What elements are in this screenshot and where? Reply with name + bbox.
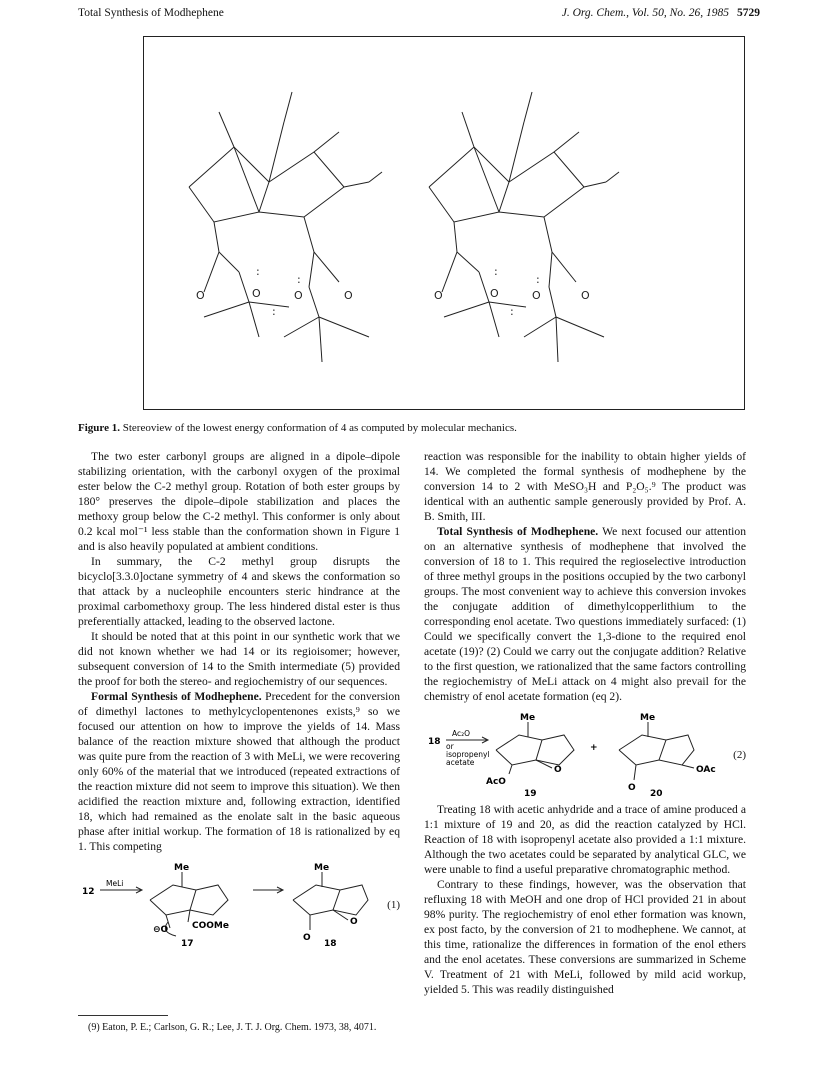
stereo-molecule-right [429, 92, 619, 362]
equation-1 [78, 860, 400, 948]
paragraph: In summary, the C-2 methyl group disrupts the bicyclo[3.3.0]octane symmetry of 4 and skews the conformation so that attack by a nucleophile encounters steric hindrance at the proximal carbomethoxy group. The less hindered distal ester is thus preferentially attacked, leading to the observed lactone. [78, 555, 400, 628]
figure-caption [78, 422, 758, 434]
paragraph-text: We next focused our attention on an alternative synthesis of modhephene that involved the conversion of 18 to 1. This required the regioselective introduction of three methyl groups in the positions occupied by the two carbonyl groups. The most convenient way to achieve this conversion invokes the conjugate addition of dimethylcopperlithium to the corresponding enol acetate. Two questions immediately surfaced: (1) Could we specifically convert the 1,3-dione to the required enol acetate (19)? (2) Could we carry out the conjugate addition? Relative to the first question, we rationalized that the same factors controlling the regiochemistry of MeLi attack on 4 might also prevail for the chemistry of enol acetate formation (eq 2). [424, 525, 746, 703]
running-header-title: Total Synthesis of Modhephene [78, 7, 224, 19]
oxygen-label: O [628, 783, 636, 793]
acetoxy-label: AcO [486, 777, 506, 787]
atom-label-o: O [532, 289, 541, 302]
paragraph: The two ester carbonyl groups are aligned in a dipole–dipole stabilizing orientation, with the carbonyl oxygen of the proximal ester below the C-2 methyl group. Rotation of both ester groups by 180° preserves the dipole–dipole stabilization and places the methoxy group below the C-2 methyl. This conformer is only about 0.2 kcal mol⁻¹ less stable than the conformation shown in Figure 1 and is also heavily populated at ambient conditions. [78, 450, 400, 553]
acetoxy-label: OAc [696, 765, 716, 775]
footnote-rule [78, 1015, 168, 1016]
atom-label-o: O [196, 289, 205, 302]
atom-label-o: O [581, 289, 590, 302]
right-column [424, 449, 746, 997]
left-column [78, 449, 400, 952]
footnote: (9) Eaton, P. E.; Carlson, G. R.; Lee, J. T. J. Org. Chem. 1973, 38, 4071. [88, 1022, 377, 1033]
section-heading: Total Synthesis of Modhephene. [437, 525, 599, 538]
methyl-label: Me [520, 713, 536, 723]
figure-caption-text: Stereoview of the lowest energy conformation of 4 as computed by molecular mechanics. [122, 422, 517, 434]
paragraph: It should be noted that at this point in our synthetic work that we did not known whether we had 14 or its regioisomer; however, subsequent conversion of 14 to the Smith intermediate (5) provided the proof for both the stereo- and regiochemistry of our sequences. [78, 630, 400, 688]
paragraph: reaction was responsible for the inability to obtain higher yields of 14. We completed the formal synthesis of modhephene by the conversion 14 to 2 with MeSO₃H and P₂O₅.⁹ The product was identical with an authentic sample generously provided by Prof. A. B. Smith, III. [424, 450, 746, 523]
compound-label: 18 [324, 939, 337, 948]
compound-label: 20 [650, 789, 663, 798]
compound-label: 17 [181, 939, 194, 948]
running-header-journal [562, 7, 760, 19]
lone-pair: : [510, 305, 514, 318]
equation-1-scheme [78, 860, 378, 948]
equation-2-scheme [424, 710, 724, 798]
compound-label: 19 [524, 789, 537, 798]
reagent-label: Ac₂O [452, 729, 471, 738]
reagent-label: isopropenyl [446, 750, 490, 759]
page-number: 5729 [737, 7, 760, 19]
ester-label: COOMe [192, 921, 229, 931]
journal-citation: J. Org. Chem., Vol. 50, No. 26, 1985 [561, 7, 729, 19]
reactant-label: 12 [82, 887, 95, 897]
reagent-label: acetate [446, 758, 475, 767]
lone-pair: : [256, 265, 260, 278]
reagent-label: MeLi [106, 879, 124, 888]
reactant-label: 18 [428, 737, 441, 747]
atom-label-o: O [344, 289, 353, 302]
figure-1-stereoview [143, 36, 745, 410]
paragraph [78, 689, 400, 854]
oxygen-label: O [303, 933, 311, 943]
figure-caption-label: Figure 1. [78, 422, 120, 434]
atom-label-o: O [252, 287, 261, 300]
lone-pair: : [297, 273, 301, 286]
section-heading: Formal Synthesis of Modhephene. [91, 690, 262, 703]
methyl-label: Me [174, 863, 190, 873]
oxygen-label: O [554, 765, 562, 775]
oxide-label: ⊖O [153, 925, 169, 935]
stereo-molecule-left [189, 92, 382, 362]
reagent-label: or [446, 742, 454, 751]
paragraph-text: Precedent for the conversion of dimethyl lactones to methylcyclopentenones exists,⁹ so we focused our attention on how to improve the yields of 14. Mass balance of the reaction mixture showed that although the product was quite pure from the reaction of 3 with MeLi, we were recovering only 60% of the material that we introduced (repeated extractions of the reaction mixture did not seem to improve this situation). We then acidified the reaction mixture and, following extraction, identified 18, which had remained as the enolate salt in the basic aqueous phase after initial workup. The formation of 18 is rationalized by eq 1. This competing [78, 690, 400, 853]
equation-number: (1) [387, 899, 400, 911]
equation-2 [424, 710, 746, 798]
plus-sign: + [590, 743, 598, 753]
atom-label-o: O [490, 287, 499, 300]
methyl-label: Me [314, 863, 330, 873]
lone-pair: : [536, 273, 540, 286]
methyl-label: Me [640, 713, 656, 723]
paragraph [424, 524, 746, 704]
stereoview-drawing [144, 37, 744, 409]
atom-label-o: O [294, 289, 303, 302]
equation-number: (2) [733, 749, 746, 761]
oxygen-label: O [350, 917, 358, 927]
lone-pair: : [272, 305, 276, 318]
paragraph: Contrary to these findings, however, was the observation that refluxing 18 with MeOH and one drop of HCl provided 21 in about 98% purity. The regiochemistry of enol ether formation was known, ex post facto, by the conversion of 21 to modhephene. We cannot, at this time, rationalize the differences in formation of the enol ethers and the enol acetates. These conversions are summarized in Scheme V. Treatment of 21 with MeLi, followed by mild acid workup, yielded 5. This was readily distinguished [424, 878, 746, 996]
atom-label-o: O [434, 289, 443, 302]
lone-pair: : [494, 265, 498, 278]
paragraph: Treating 18 with acetic anhydride and a trace of amine produced a 1:1 mixture of 19 and 20, as did the reaction catalyzed by HCl. Reaction of 18 with isopropenyl acetate also provided a 1:1 mixture. Although the two acetates could be separated by analytical GLC, we were unable to find a useful preparative chromatographic method. [424, 803, 746, 876]
